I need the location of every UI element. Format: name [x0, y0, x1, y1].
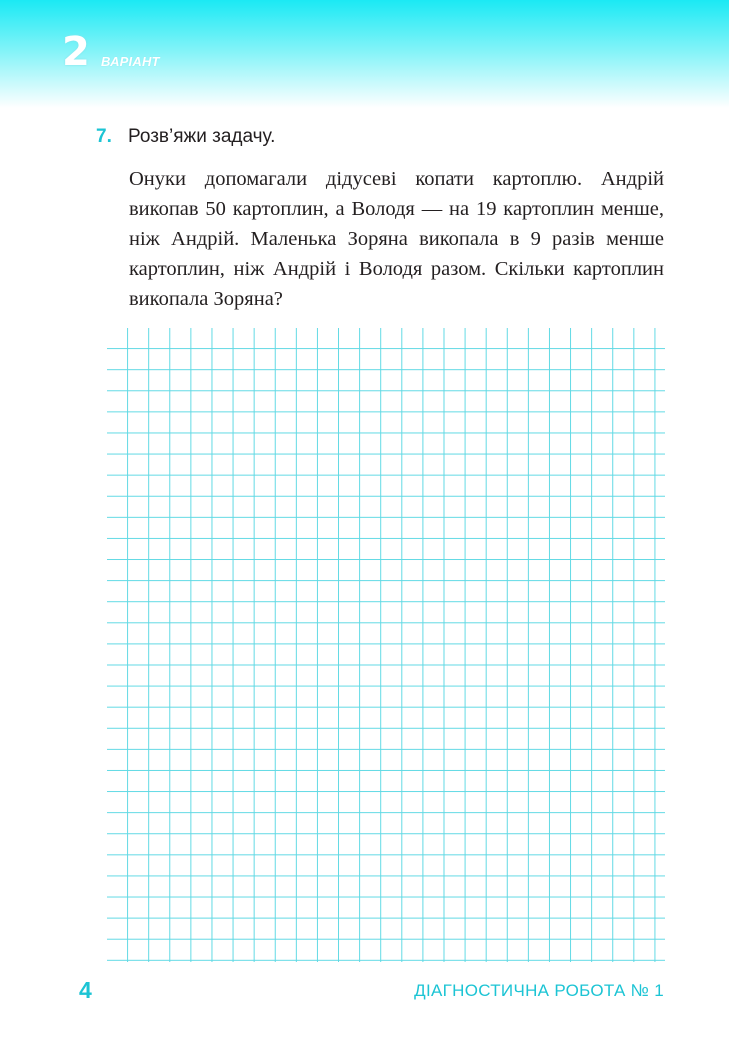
task-number: 7. — [96, 126, 112, 147]
task-text: Онуки допомагали дідусеві копати картоплю. Андрій викопав 50 картоплин, а Володя — на 19 картоплин менше, ніж Андрій. Маленька Зоряна викопала в 9 разів менше картоплин, ніж Андрій і Володя разом. Скільки картоплин викопала Зоряна? — [129, 168, 664, 310]
answer-grid[interactable] — [107, 328, 665, 962]
variant-number: 2 — [62, 29, 90, 75]
footer-title: ДІАГНОСТИЧНА РОБОТА № 1 — [414, 981, 664, 1000]
variant-label: ВАРІАНТ — [101, 54, 160, 69]
page-number: 4 — [79, 977, 92, 1003]
task-instruction: Розв’яжи задачу. — [128, 126, 276, 147]
